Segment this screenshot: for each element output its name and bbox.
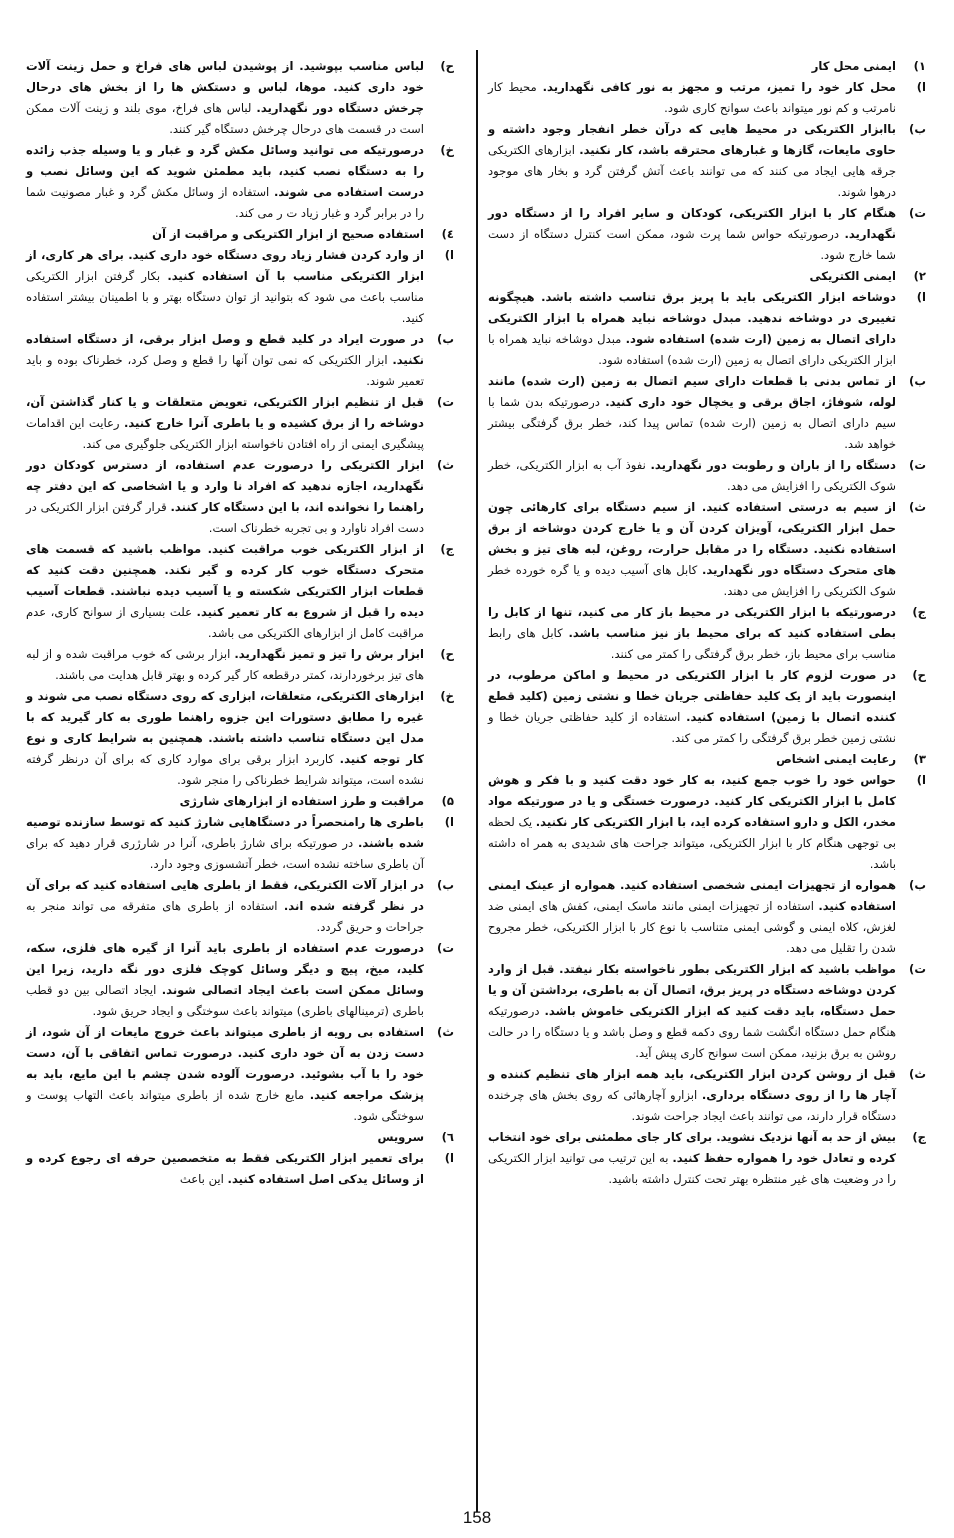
list-item — [488, 371, 926, 455]
item-marker: ت) — [909, 458, 926, 472]
item-marker: ب) — [909, 374, 926, 388]
item-text — [26, 329, 424, 392]
item-marker: ا) — [916, 773, 926, 787]
list-item — [488, 959, 926, 1064]
page-number: 158 — [462, 1508, 492, 1527]
list-item — [26, 56, 454, 140]
item-text — [26, 644, 424, 686]
bold-instruction: درصورتیکه با ابزار الکتریکی در محیط باز کار می کنید، تنها از کابل را بطی استفاده کنید که برای محیط باز نیز مناسب باشد. — [488, 605, 897, 640]
item-text — [26, 938, 424, 1022]
heading-text: ایمنی محل کار — [811, 59, 896, 73]
item-text — [488, 371, 896, 455]
item-text — [488, 602, 896, 665]
explanation-text: لباس های فراخ، موی بلند و زینت آلات ممکن است در قسمت های درحال چرخش دستگاه گیر کنند. — [26, 101, 424, 136]
item-marker: خ) — [440, 689, 454, 703]
heading-text: مراقبت و طرز استفاده از ابزارهای شارژی — [179, 794, 424, 808]
item-text — [26, 875, 424, 938]
bold-instruction: از ابزار الکتریکی خوب مراقبت کنید. مواظب باشید که قسمت های متحرک دستگاه خوب کار کرده و گیر نکند. همچنین دقت کنید که قطعات ابزار الکتریکی شکسته و یا آسیب دیده نباشند. قطعات آسیب دیده را قبل از شروع به کار تعمیر کنید. — [26, 542, 425, 619]
item-marker: ب) — [437, 878, 454, 892]
explanation-text: به این ترتیب می توانید ابزار الکتریکی را در وضعیت های غیر منتظره بهتر تحت کنترل داشته باشید. — [488, 1151, 896, 1186]
list-item — [26, 245, 454, 329]
list-item — [488, 455, 926, 497]
list-item — [488, 497, 926, 602]
item-marker: ث) — [437, 1025, 454, 1039]
item-marker: ۳) — [913, 752, 926, 766]
item-marker: ٤) — [441, 227, 454, 241]
bold-instruction: مواظب باشید که ابزار الکتریکی بطور ناخواسته بکار نیفتد. قبل از وارد کردن دوشاخه دستگاه در پریز برق، اتصال آن به باطری، برداشتن آن و یا حمل دستگاه، باید دقت کنید که ابزار الکتریکی خاموش باشد. — [488, 962, 897, 1018]
item-text — [488, 455, 896, 497]
list-item — [26, 644, 454, 686]
list-item — [488, 665, 926, 749]
item-marker: ج) — [440, 542, 454, 556]
section-heading — [488, 749, 926, 770]
explanation-text: کابل های آسیب دیده و یا گره خورده خطر شوک الکتریکی را افزایش می دهند. — [488, 563, 896, 598]
list-item — [26, 938, 454, 1022]
list-item — [26, 140, 454, 224]
heading-text: سرویس — [377, 1130, 424, 1144]
list-item — [26, 875, 454, 938]
list-item — [488, 875, 926, 959]
list-item — [488, 1064, 926, 1127]
item-marker: ا) — [916, 290, 926, 304]
item-marker: ا) — [444, 1151, 454, 1165]
item-text — [26, 1148, 424, 1190]
column-divider — [476, 50, 478, 1512]
section-heading — [488, 266, 926, 287]
list-item — [26, 1022, 454, 1127]
explanation-text: در صورتیکه برای شارژ باطری، آنرا در شارژری قرار دهید که برای آن باطری ساخته نشده است، خطر آتشسوزی وجود دارد. — [26, 836, 424, 871]
item-text — [488, 77, 896, 119]
bold-instruction: همواره از تجهیزات ایمنی شخصی استفاده کنید. همواره از عینک ایمنی استفاده کنید. — [488, 878, 896, 913]
heading-text: ایمنی الکتریکی — [809, 269, 896, 283]
explanation-text: علت بسیاری از سوانح کاری، عدم مراقبت کامل از ابزارهای الکتریکی می باشد. — [26, 605, 424, 640]
item-text — [26, 140, 424, 224]
explanation-text: درصورتیکه بدن شما با سیم دارای اتصال به زمین (ارت شده) تماس پیدا کند، خطر برق گرفتگی بیشتر خواهد شد. — [488, 395, 896, 451]
bold-instruction: برای تعمیر ابزار الکتریکی فقط به متخصصین حرفه ای رجوع کرده و از وسائل یدکی اصل استفاده کنید. — [26, 1151, 424, 1186]
item-marker: ت) — [437, 395, 454, 409]
item-text — [488, 287, 896, 371]
section-heading — [26, 1127, 454, 1148]
item-text — [26, 56, 424, 140]
bold-instruction: هنگام کار با ابزار الکتریکی، کودکان و سایر افراد را از دستگاه دور نگهدارید. — [488, 206, 897, 241]
explanation-text: ابزار الکتریکی که نمی توان آنها را قطع و وصل کرد، خطرناک بوده و باید تعمیر شوند. — [26, 353, 424, 388]
bold-instruction: باطری ها رامنحصراً در دستگاهایی شارژ کنید که توسط سازنده توصیه شده باشند. — [26, 815, 425, 850]
item-marker: ث) — [909, 1067, 926, 1081]
item-marker: ا) — [916, 80, 926, 94]
bold-instruction: دستگاه را از باران و رطوبت دور نگهدارید. — [650, 458, 897, 472]
left-column — [26, 56, 454, 1190]
explanation-text: مایع خارج شده از باطری میتواند باعث التهاب پوست و سوختگی شود. — [26, 1088, 424, 1123]
bold-instruction: در صورت ایراد در کلید قطع و وصل ابزار برقی، از دستگاه استفاده نکنید. — [26, 332, 424, 367]
item-marker: خ) — [440, 143, 454, 157]
item-text — [488, 770, 896, 875]
list-item — [488, 602, 926, 665]
list-item — [26, 812, 454, 875]
explanation-text: رعایت این اقدامات پیشگیری ایمنی از راه افتادن ناخواسته ابزار الکتریکی جلوگیری می کند. — [26, 416, 424, 451]
explanation-text: درصورتیکه هنگام حمل دستگاه انگشت شما روی دکمه قطع و وصل باشد و یا دستگاه را در حالت روشن به برق بزنید، ممکن است سوانح کاری پیش آید. — [488, 1004, 896, 1060]
item-text — [26, 455, 424, 539]
bold-instruction: قبل از تنظیم ابزار الکتریکی، تعویض متعلقات و یا کنار گذاشتن آن، دوشاخه را از برق کشیده و یا باطری آنرا خارج کنید. — [26, 395, 425, 430]
list-item — [26, 539, 454, 644]
item-marker: ج) — [912, 1130, 926, 1144]
item-text — [26, 392, 424, 455]
explanation-text: یک لحظه بی توجهی هنگام کار با ابزار الکتریکی، میتواند جراحت های شدیدی به همر اه داشته باشد. — [488, 815, 896, 871]
item-marker: ا) — [444, 248, 454, 262]
item-text — [26, 245, 424, 329]
item-marker: ث) — [437, 458, 454, 472]
item-text — [488, 665, 896, 749]
item-text — [488, 497, 896, 602]
explanation-text: درصورتیکه حواس شما پرت شود، ممکن است کنترل دستگاه از دست شما خارج شود. — [488, 227, 896, 262]
item-marker: ۱) — [913, 59, 926, 73]
explanation-text: این باعث — [179, 1172, 224, 1186]
item-text — [26, 686, 424, 791]
explanation-text: قرار گرفتن ابزار الکتریکی در دست افراد ناوارد و بی تجربه خطرناک است. — [26, 500, 424, 535]
explanation-text: ابزار برشی که خوب مراقبت شده و از لبه های تیز برخوردارند، کمتر درقطعه کار گیر کرده و بهتر قابل هدایت می باشند. — [26, 647, 424, 682]
bold-instruction: بیش از حد به آنها نزدیک نشوید. برای کار جای مطمئنی برای خود انتخاب کرده و تعادل خود را همواره حفظ کنید. — [488, 1130, 896, 1165]
list-item — [26, 1148, 454, 1190]
list-item — [26, 329, 454, 392]
item-marker: ب) — [909, 122, 926, 136]
bold-instruction: باابزار الکتریکی در محیط هایی که درآن خطر انفجار وجود داشته و حاوی مایعات، گازها و غبارهای محترقه باشد، کار نکنید. — [488, 122, 897, 157]
bold-instruction: در ابزار آلات الکتریکی، فقط از باطری هایی استفاده کنید که برای آن در نظر گرفته شده اند. — [26, 878, 425, 913]
bold-instruction: استفاده بی رویه از باطری میتواند باعث خروج مایعات از آن شود، از دست زدن به آن خود داری کنید. درصورت تماس اتفاقی با آن، دست خود را با آب بشوئید. درصورت آلوده شدن چشم با این مایع، باید به پزشک مراجعه کنید. — [26, 1025, 425, 1102]
heading-text: استفاده صحیح از ابزار الکتریکی و مراقبت از آن — [152, 227, 424, 241]
item-marker: ۲) — [913, 269, 926, 283]
list-item — [26, 455, 454, 539]
item-marker: ح) — [912, 668, 926, 682]
bold-instruction: دوشاخه ابزار الکتریکی باید با پریز برق تناسب داشته باشد. هیچگونه تغییری در دوشاخه ندهید. مبدل دوشاخه نباید همراه با ابزار الکتریکی دارای اتصال به زمین (ارت شده) استفاده شود. — [488, 290, 897, 346]
explanation-text: محیط کار نامرتب و کم نور میتواند باعث سوانح کاری شود. — [488, 80, 896, 115]
explanation-text: استفاده از کلید حفاظتی جریان خطا و نشتی زمین خطر برق گرفتگی را کمتر می کند. — [488, 710, 896, 745]
bold-instruction: از وارد کردن فشار زیاد روی دستگاه خود داری کنید. برای هر کاری، از ابزار الکتریکی مناسب با آن استفاده کنید. — [26, 248, 425, 283]
item-text — [488, 959, 896, 1064]
list-item — [488, 1127, 926, 1190]
explanation-text: بکار گرفتن ابزار الکتریکی مناسب باعث می شود که بتوانید از توان دستگاه بهتر و با اطمینان بیشتر استفاده کنید. — [26, 269, 424, 325]
bold-instruction: از سیم به درستی استفاده کنید. از سیم دستگاه برای کارهائی چون حمل ابزار الکتریکی، آویزان کردن آن و یا خارج کردن دوشاخه از برق استفاده نکنید. دستگاه را در مقابل حرارت، روغن، لبه های تیز و بخش های متحرک دستگاه دور نگهدارید. — [488, 500, 897, 577]
bold-instruction: در صورت لزوم کار با ابزار الکتریکی در محیط و اماکن مرطوب، در اینصورت باید از یک کلید حفاظتی جریان خطا و نشتی زمین (کلید قطع کننده اتصال با زمین) استفاده کنید. — [488, 668, 897, 724]
list-item — [488, 203, 926, 266]
bold-instruction: قبل از روشن کردن ابزار الکتریکی، باید همه ابزار های تنظیم کننده و آچار ها را از روی دستگاه برداری. — [488, 1067, 896, 1102]
item-text — [488, 203, 896, 266]
explanation-text: ایجاد اتصالی بین دو قطب باطری (ترمینالهای باطری) میتواند باعث سوختگی و ایجاد حریق شود. — [26, 983, 424, 1018]
item-text — [26, 1022, 424, 1127]
item-text — [488, 875, 896, 959]
item-marker: ت) — [909, 962, 926, 976]
item-text — [488, 119, 896, 203]
item-marker: ت) — [437, 941, 454, 955]
item-text — [26, 539, 424, 644]
heading-text: رعایت ایمنی اشخاص — [776, 752, 896, 766]
item-marker: ا) — [444, 815, 454, 829]
bold-instruction: ابزار برش را تیز و تمیز نگهدارید. — [234, 647, 425, 661]
list-item — [26, 392, 454, 455]
item-marker: ح) — [440, 647, 454, 661]
item-text — [26, 812, 424, 875]
item-text — [488, 1064, 896, 1127]
item-marker: ب) — [909, 878, 926, 892]
item-marker: ۵) — [441, 794, 454, 808]
bold-instruction: از تماس بدنی با قطعات دارای سیم اتصال به زمین (ارت شده) مانند لوله، شوفاژ، اجاق برقی و یخچال خود داری کنید. — [488, 374, 897, 409]
explanation-text: استفاده از باطری های متفرقه می تواند منجر به جراحات و حریق گردد. — [26, 899, 424, 934]
bold-instruction: ابزارهای الکتریکی، متعلقات، ابزاری که روی دستگاه نصب می شوند و غیره را مطابق دستورات این جزوه راهنما طوری به کار گیرید که با مدل این دستگاه تناسب داشته باشند. همچنین به شرایط کاری و نوع کار توجه کنید. — [26, 689, 424, 766]
item-marker: ح) — [440, 59, 454, 73]
right-column — [488, 56, 926, 1190]
bold-instruction: حواس خود را خوب جمع کنید، به کار خود دقت کنید و با فکر و هوش کامل با ابزار الکتریکی کار کنید. درصورت خستگی و یا در صورتیکه مواد مخدر، الکل و دارو استفاده کرده اید، با ابزار الکتریکی کار نکنید. — [488, 773, 896, 829]
explanation-text: ابزارهای الکتریکی جرقه هایی ایجاد می کنند که می توانند باعث آتش گرفتن گرد و بخار های موجود درهوا شوند. — [488, 143, 896, 199]
bold-instruction: درصورتیکه می توانید وسائل مکش گرد و غبار و یا وسیله جذب زائده را به دستگاه نصب کنید، باید مطمئن شوید که این وسائل نصب و درست استفاده می شوند. — [26, 143, 424, 199]
explanation-text: مبدل دوشاخه نباید همراه با ابزار الکتریکی دارای اتصال به زمین (ارت شده) استفاده شود. — [488, 332, 896, 367]
list-item — [488, 770, 926, 875]
item-marker: ج) — [912, 605, 926, 619]
item-marker: ث) — [909, 500, 926, 514]
explanation-text: نفوذ آب به ابزار الکتریکی، خطر شوک الکتریکی را افزایش می دهد. — [488, 458, 896, 493]
section-heading — [26, 791, 454, 812]
item-marker: ب) — [437, 332, 454, 346]
list-item — [488, 119, 926, 203]
explanation-text: استفاده از تجهیزات ایمنی مانند ماسک ایمنی، کفش های ایمنی ضد لغزش، کلاه ایمنی و گوشی ایمنی متناسب با نوع کار با ابزار الکتریکی، خطر مجروح شدن را تقلیل می دهد. — [488, 899, 896, 955]
item-text — [488, 1127, 896, 1190]
bold-instruction: محل کار خود را تمیز، مرتب و مجهز به نور کافی نگهدارید. — [542, 80, 896, 94]
item-marker: ٦) — [441, 1130, 454, 1144]
explanation-text: کاربرد ابزار برقی برای موارد کاری که برای آن درنظر گرفته نشده است، میتواند شرایط خطرناکی را منجر شود. — [26, 752, 424, 787]
list-item — [488, 287, 926, 371]
section-heading — [26, 224, 454, 245]
section-heading — [488, 56, 926, 77]
explanation-text: کابل های رابط مناسب برای محیط باز، خطر برق گرفتگی را کمتر می کنند. — [488, 626, 896, 661]
list-item — [26, 686, 454, 791]
explanation-text: ابزارو آچارهائی که روی بخش های چرخنده دستگاه قرار دارند، می توانند باعث ایجاد جراحت شوند. — [488, 1088, 896, 1123]
bold-instruction: لباس مناسب بپوشید. از پوشیدن لباس های فراخ و حمل زینت آلات خود داری کنید. موها، لباس و دستکش ها را از بخش های درحال چرخش دستگاه دور نگهدارید. — [26, 59, 425, 115]
bold-instruction: ابزار الکتریکی را درصورت عدم استفاده، از دسترس کودکان دور نگهدارید، اجازه ندهید که افراد نا وارد و یا اشخاصی که این دفتر چه راهنما را نخوانده اند، با این دستگاه کار کنند. — [26, 458, 424, 514]
list-item — [488, 77, 926, 119]
item-marker: ت) — [909, 206, 926, 220]
explanation-text: استفاده از وسائل مکش گرد و غبار مصونیت شما را در برابر گرد و غبار زیاد ت ر می کند. — [26, 185, 424, 220]
bold-instruction: درصورت عدم استفاده از باطری باید آنرا از گیره های فلزی، سکه، کلید، میخ، پیچ و دیگر وسائل کوچک فلزی دور نگه دارید، زیرا این وسائل ممکن است باعث ایجاد اتصالی شوند. — [26, 941, 424, 997]
